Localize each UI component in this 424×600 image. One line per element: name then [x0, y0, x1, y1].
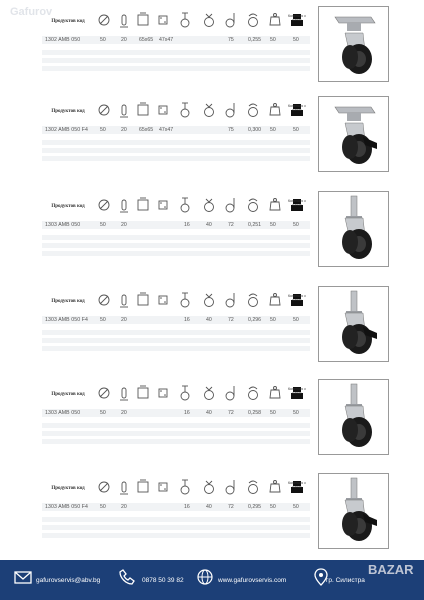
wheel-diameter-icon — [97, 196, 111, 214]
cell-diameter: 50 — [100, 504, 106, 510]
cell-weight: 0,300 — [248, 127, 261, 133]
bolt-hole-icon — [156, 478, 170, 496]
cell-h: 50 — [293, 37, 299, 43]
wheel-diameter-icon — [97, 101, 111, 119]
brake-icon — [246, 291, 260, 309]
cell-v7: 75 — [228, 127, 234, 133]
brake-icon — [246, 11, 260, 29]
cell-code: 1302 AMB 050 F4 — [45, 127, 89, 133]
cell-width: 20 — [121, 127, 127, 133]
cell-v6: 40 — [206, 222, 212, 228]
plate-size-icon — [136, 384, 150, 402]
swivel-icon — [202, 101, 216, 119]
caster-height-icon — [178, 478, 192, 496]
spec-table — [42, 383, 310, 444]
table-row — [42, 36, 310, 44]
caster-image — [318, 191, 389, 267]
table-row-empty — [42, 148, 310, 153]
cell-diameter: 50 — [100, 317, 106, 323]
swivel-icon — [202, 384, 216, 402]
detail-label: Колелото с капак — [288, 387, 306, 395]
table-row-empty — [42, 525, 310, 530]
wheel-width-icon — [117, 478, 131, 496]
plate-size-icon — [136, 478, 150, 496]
cell-stem: 16 — [184, 222, 190, 228]
spec-table — [42, 290, 310, 351]
table-row-empty — [42, 346, 310, 351]
product-code-header: Продуктов код — [51, 392, 85, 397]
weight-icon — [268, 101, 282, 119]
detail-label: Колелото с капак — [288, 294, 306, 302]
wheel-diameter-icon — [97, 291, 111, 309]
spec-table-header — [42, 10, 310, 36]
watermark-bottom: BAZAR — [368, 562, 414, 577]
cell-v6: 40 — [206, 410, 212, 416]
cell-v7: 75 — [228, 37, 234, 43]
table-row-empty — [42, 243, 310, 248]
cell-diameter: 50 — [100, 37, 106, 43]
spec-table — [42, 195, 310, 256]
envelope-icon — [14, 568, 32, 586]
bolt-hole-icon — [156, 291, 170, 309]
caster-image — [318, 379, 389, 455]
brake-icon — [246, 384, 260, 402]
caster-height-icon — [178, 384, 192, 402]
table-row-empty — [42, 140, 310, 145]
cell-code: 1303 AMB 050 F4 — [45, 317, 89, 323]
offset-icon — [224, 196, 238, 214]
globe-icon — [196, 568, 214, 586]
cell-v7: 72 — [228, 504, 234, 510]
product-code-header: Продуктов код — [51, 109, 85, 114]
spec-table-header — [42, 100, 310, 126]
weight-icon — [268, 291, 282, 309]
cell-h: 50 — [293, 222, 299, 228]
caster-image — [318, 473, 389, 549]
cell-width: 20 — [121, 410, 127, 416]
bolt-hole-icon — [156, 196, 170, 214]
swivel-icon — [202, 11, 216, 29]
detail-label: Колелото с капак — [288, 481, 306, 489]
table-row-empty — [42, 338, 310, 343]
weight-icon — [268, 196, 282, 214]
caster-image — [318, 96, 389, 172]
cell-v6: 40 — [206, 504, 212, 510]
cell-stem: 16 — [184, 504, 190, 510]
cell-weight: 0,251 — [248, 222, 261, 228]
cell-h: 50 — [293, 504, 299, 510]
spec-table-header — [42, 290, 310, 316]
wheel-width-icon — [117, 291, 131, 309]
cell-hole: 47x47 — [159, 127, 174, 133]
offset-icon — [224, 11, 238, 29]
plate-size-icon — [136, 291, 150, 309]
table-row — [42, 316, 310, 324]
spec-table — [42, 477, 310, 538]
table-row — [42, 409, 310, 417]
detail-label: Колелото с капак — [288, 14, 306, 22]
caster-image — [318, 6, 389, 82]
cell-plate: 65x65 — [139, 37, 154, 43]
spec-table — [42, 100, 310, 161]
table-row-empty — [42, 439, 310, 444]
cell-v7: 72 — [228, 410, 234, 416]
offset-icon — [224, 478, 238, 496]
spec-table-header — [42, 477, 310, 503]
cell-h: 50 — [293, 317, 299, 323]
footer-website[interactable]: www.gafurovservis.com — [218, 577, 287, 584]
cell-weight: 0,296 — [248, 317, 261, 323]
table-row-empty — [42, 423, 310, 428]
cell-stem: 16 — [184, 410, 190, 416]
offset-icon — [224, 384, 238, 402]
swivel-icon — [202, 196, 216, 214]
plate-size-icon — [136, 196, 150, 214]
wheel-width-icon — [117, 11, 131, 29]
detail-label: Колелото с капак — [288, 104, 306, 112]
caster-height-icon — [178, 101, 192, 119]
detail-label: Колелото с капак — [288, 199, 306, 207]
offset-icon — [224, 101, 238, 119]
bolt-hole-icon — [156, 101, 170, 119]
footer-email[interactable]: gafurovservis@abv.bg — [36, 577, 101, 584]
caster-image — [318, 286, 389, 362]
cell-v6: 40 — [206, 317, 212, 323]
table-row-empty — [42, 235, 310, 240]
bolt-hole-icon — [156, 11, 170, 29]
cell-stem: 16 — [184, 317, 190, 323]
wheel-width-icon — [117, 384, 131, 402]
cell-v7: 72 — [228, 317, 234, 323]
product-code-header: Продуктов код — [51, 299, 85, 304]
table-row-empty — [42, 58, 310, 63]
swivel-icon — [202, 291, 216, 309]
brake-icon — [246, 196, 260, 214]
cell-width: 20 — [121, 222, 127, 228]
plate-size-icon — [136, 101, 150, 119]
table-row-empty — [42, 431, 310, 436]
weight-icon — [268, 478, 282, 496]
table-row-empty — [42, 251, 310, 256]
table-row-empty — [42, 156, 310, 161]
cell-diameter: 50 — [100, 222, 106, 228]
caster-height-icon — [178, 11, 192, 29]
cell-load: 50 — [270, 317, 276, 323]
product-code-header: Продуктов код — [51, 486, 85, 491]
cell-hole: 47x47 — [159, 37, 174, 43]
footer-bar — [0, 560, 424, 600]
wheel-diameter-icon — [97, 11, 111, 29]
cell-diameter: 50 — [100, 127, 106, 133]
cell-load: 50 — [270, 410, 276, 416]
cell-diameter: 50 — [100, 410, 106, 416]
watermark-top: Gafurov — [10, 6, 53, 18]
cell-plate: 65x65 — [139, 127, 154, 133]
cell-h: 50 — [293, 410, 299, 416]
wheel-width-icon — [117, 101, 131, 119]
brake-icon — [246, 101, 260, 119]
cell-v7: 72 — [228, 222, 234, 228]
spec-table — [42, 10, 310, 71]
spec-table-header — [42, 195, 310, 221]
table-row-empty — [42, 517, 310, 522]
cell-load: 50 — [270, 222, 276, 228]
wheel-diameter-icon — [97, 478, 111, 496]
table-row-empty — [42, 66, 310, 71]
cell-load: 50 — [270, 504, 276, 510]
caster-height-icon — [178, 291, 192, 309]
product-code-header: Продуктов код — [51, 204, 85, 209]
cell-code: 1302 AMB 050 — [45, 37, 81, 43]
offset-icon — [224, 291, 238, 309]
cell-code: 1303 AMB 050 — [45, 410, 81, 416]
swivel-icon — [202, 478, 216, 496]
table-row-empty — [42, 50, 310, 55]
cell-weight: 0,295 — [248, 504, 261, 510]
cell-weight: 0,255 — [248, 37, 261, 43]
cell-load: 50 — [270, 37, 276, 43]
table-row-empty — [42, 533, 310, 538]
weight-icon — [268, 384, 282, 402]
table-row — [42, 503, 310, 511]
bolt-hole-icon — [156, 384, 170, 402]
cell-width: 20 — [121, 37, 127, 43]
table-row-empty — [42, 330, 310, 335]
brake-icon — [246, 478, 260, 496]
table-row — [42, 126, 310, 134]
wheel-width-icon — [117, 196, 131, 214]
cell-code: 1303 AMB 050 — [45, 222, 81, 228]
cell-width: 20 — [121, 317, 127, 323]
wheel-diameter-icon — [97, 384, 111, 402]
footer-location: гр. Силистра — [326, 577, 365, 584]
plate-size-icon — [136, 11, 150, 29]
product-code-header: Продуктов код — [51, 19, 85, 24]
cell-load: 50 — [270, 127, 276, 133]
cell-h: 50 — [293, 127, 299, 133]
spec-table-header — [42, 383, 310, 409]
caster-height-icon — [178, 196, 192, 214]
cell-code: 1303 AMB 050 F4 — [45, 504, 89, 510]
weight-icon — [268, 11, 282, 29]
phone-icon — [118, 568, 136, 586]
cell-width: 20 — [121, 504, 127, 510]
footer-phone[interactable]: 0878 50 39 82 — [142, 577, 184, 584]
table-row — [42, 221, 310, 229]
cell-weight: 0,258 — [248, 410, 261, 416]
